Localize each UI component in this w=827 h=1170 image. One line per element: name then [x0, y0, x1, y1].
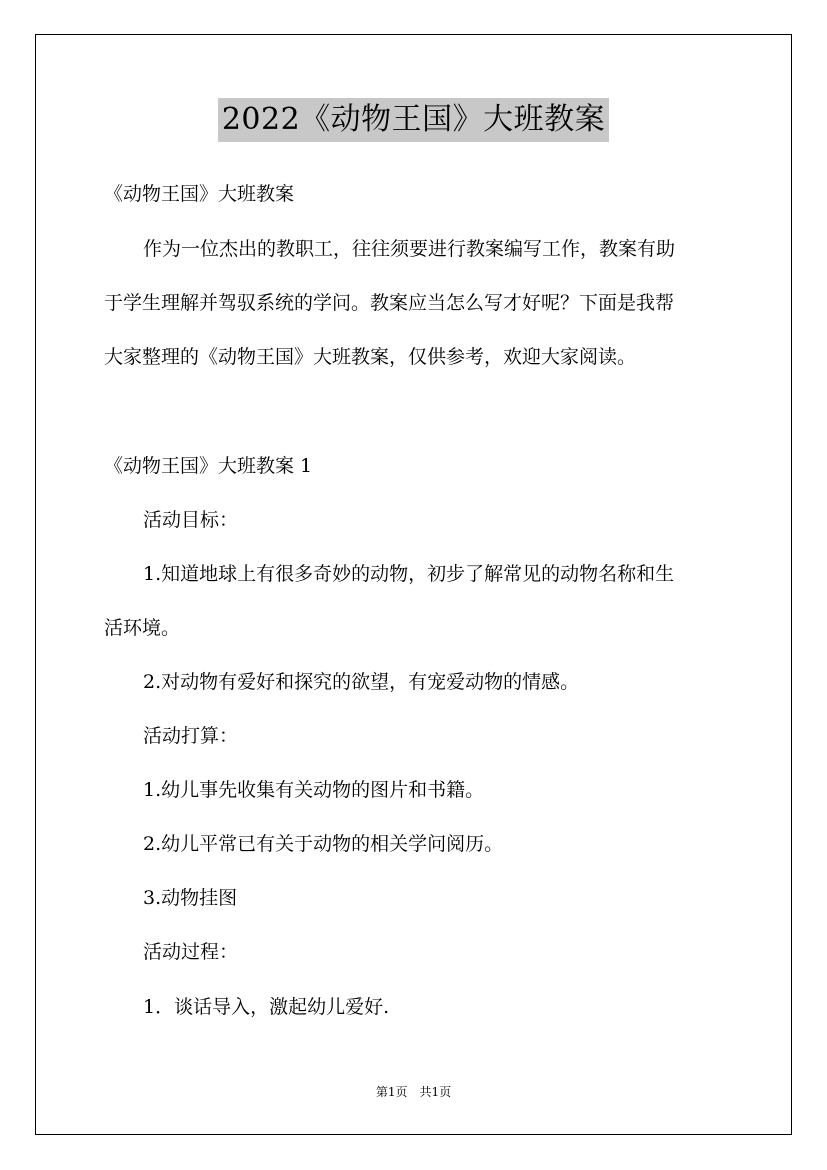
paragraph-line: 大家整理的《动物王国》大班教案，仅供参考，欢迎大家阅读。 — [104, 346, 637, 368]
document-title: 2022《动物王国》大班教案 — [218, 98, 609, 142]
paragraph-line: 活环境。 — [104, 617, 181, 639]
paragraph-line: 1.知道地球上有很多奇妙的动物，初步了解常见的动物名称和生 — [143, 563, 675, 585]
subtitle-line: 《动物王国》大班教案 — [104, 183, 295, 205]
paragraph-line: 1．谈话导入，激起幼儿爱好. — [143, 996, 390, 1018]
paragraph-line: 3.动物挂图 — [143, 887, 238, 909]
paragraph-line: 作为一位杰出的教职工，往往须要进行教案编写工作，教案有助 — [143, 238, 676, 260]
paragraph-line: 2.对动物有爱好和探究的欲望，有宠爱动物的情感。 — [143, 671, 580, 693]
document-title-container — [0, 98, 827, 142]
paragraph-line: 活动目标： — [143, 509, 239, 531]
paragraph-line: 活动打算： — [143, 725, 239, 747]
paragraph-line: 1.幼儿事先收集有关动物的图片和书籍。 — [143, 779, 485, 801]
paragraph-line: 于学生理解并驾驭系统的学问。教案应当怎么写才好呢？下面是我帮 — [104, 292, 675, 314]
section-heading: 《动物王国》大班教案 1 — [104, 455, 313, 477]
page-footer: 第1页 共1页 — [375, 1085, 452, 1099]
paragraph-line: 2.幼儿平常已有关于动物的相关学问阅历。 — [143, 833, 504, 855]
paragraph-line: 活动过程： — [143, 941, 239, 963]
